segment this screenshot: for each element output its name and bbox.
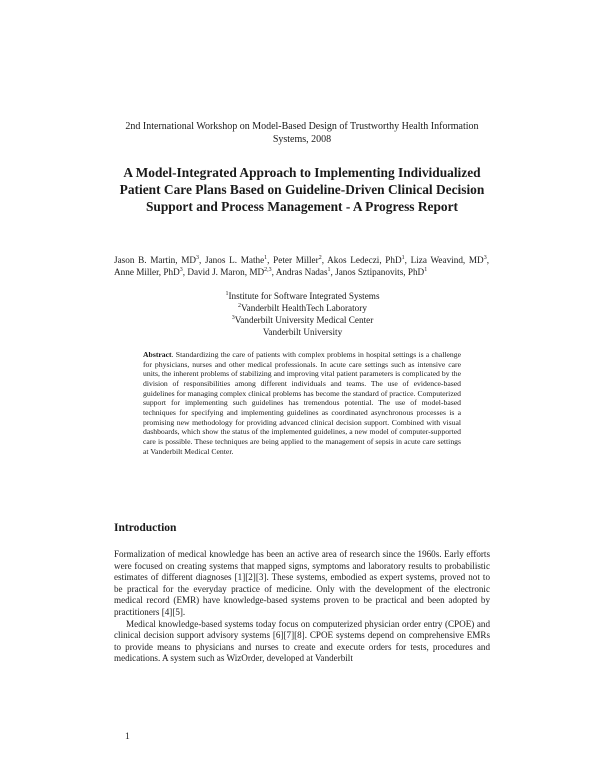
author-name-text: Janos L. Mathe: [205, 255, 265, 265]
affiliation-list: [150, 290, 455, 338]
paper-title: A Model-Integrated Approach to Implementing Individualized Patient Care Plans Based on Guideline-Driven Clinical Decision Support and Process Management - A Progress Report: [119, 165, 485, 214]
page-number: 1: [125, 732, 130, 742]
affiliation-text: Institute for Software Integrated Systems: [228, 291, 380, 301]
author-affiliation-marker: 3: [179, 267, 183, 273]
author-name-text: Andras Nadas: [275, 267, 328, 277]
author-name-text: Peter Miller: [273, 255, 319, 265]
affiliation-text: Vanderbilt HealthTech Laboratory: [241, 303, 367, 313]
affiliation-line: [150, 314, 455, 326]
affiliation-text: Vanderbilt University Medical Center: [234, 315, 374, 325]
author-name-text: Akos Ledeczi, PhD: [327, 255, 402, 265]
affiliation-marker: 3: [231, 315, 235, 321]
author-name-text: Janos Sztipanovits, PhD: [335, 267, 425, 277]
workshop-header: 2nd International Workshop on Model-Based Design of Trustworthy Health Information Systems, 2008: [125, 121, 479, 145]
author-name: [327, 255, 404, 265]
affiliation-line: [150, 302, 455, 314]
author-affiliation-marker: 3: [483, 255, 487, 261]
paragraph: Medical knowledge-based systems today focus on computerized physician order entry (CPOE) and clinical decision support advisory systems [6][7][8]. CPOE systems depend on comprehensive EMRs to provide means to physicians and nurses to create and execute orders for tests, procedures and medications. A system such as WizOrder, developed at Vanderbilt: [114, 618, 490, 664]
author-name-text: David J. Maron, MD: [187, 267, 265, 277]
abstract-text: . Standardizing the care of patients with complex problems in hospital settings is a challenge for physicians, nurses and other medical professionals. In acute care settings such as intensive care units, the inherent problems of stabilizing and improving vital patient parameters is complicated by the division of responsibilities among different individuals and teams. The use of evidence-based guidelines for managing complex clinical problems has become the standard of practice. Computerized support for implementing such guidelines has tremendous potential. The use of model-based techniques for specifying and implementing guidelines as coordinated asynchronous processes is a promising new methodology for providing advanced clinical decision support. Combined with visual dashboards, which show the status of the implemented guidelines, a new model of computer-supported care is possible. These techniques are being applied to the management of sepsis in acute care settings at Vanderbilt Medical Center.: [143, 350, 461, 456]
author-affiliation-marker: 1: [264, 255, 268, 261]
author-name: [114, 267, 183, 277]
author-name: [335, 267, 427, 277]
author-name: [273, 255, 322, 265]
author-name: [187, 267, 271, 277]
author-affiliation-marker: 1: [424, 267, 428, 273]
introduction-body: [114, 549, 490, 665]
author-affiliation-marker: 1: [401, 255, 405, 261]
affiliation-marker: 2: [238, 303, 242, 309]
author-name: [411, 255, 487, 265]
author-name: [114, 255, 199, 265]
affiliation-line: [150, 290, 455, 302]
paragraph: Formalization of medical knowledge has been an active area of research since the 1960s. Early efforts were focused on creating systems that mapped signs, symptoms and laboratory results to probabilistic estimates of different diagnoses [1][2][3]. These systems, embodied as expert systems, proved not to be practical for the everyday practice of medicine. Only with the development of the electronic medical record (EMR) have knowledge-based systems proven to be practical and been adopted by practitioners [4][5].: [114, 549, 490, 617]
author-affiliation-marker: 1: [327, 267, 331, 273]
author-name-text: Jason B. Martin, MD: [114, 255, 197, 265]
affiliation-line: [150, 326, 455, 338]
abstract: [143, 350, 461, 456]
author-name: [205, 255, 267, 265]
author-name-text: Liza Weavind, MD: [410, 255, 484, 265]
section-heading-introduction: Introduction: [114, 522, 177, 534]
author-affiliation-marker: 2,3: [264, 267, 272, 273]
author-affiliation-marker: 2: [318, 255, 322, 261]
affiliation-marker: 1: [225, 291, 229, 297]
author-list: Jason B. Martin, $MD^3$, Janos L. Mathe$^1$, Peter Miller$^2$, Akos Ledeczi, PhD$^1$, Liza Weavind, $MD^3$, Anne Miller, PhD$^3$, David J. Maron, MD$^{2,3}$, Andras Nadas$^1$, Janos Sztipanovits, PhD$^1$: [114, 255, 489, 277]
author-name-text: Anne Miller, PhD: [114, 267, 180, 277]
author-name: [276, 267, 331, 277]
affiliation-text: Vanderbilt University: [262, 327, 343, 337]
abstract-label: Abstract: [143, 350, 172, 359]
author-affiliation-marker: 3: [196, 255, 200, 261]
